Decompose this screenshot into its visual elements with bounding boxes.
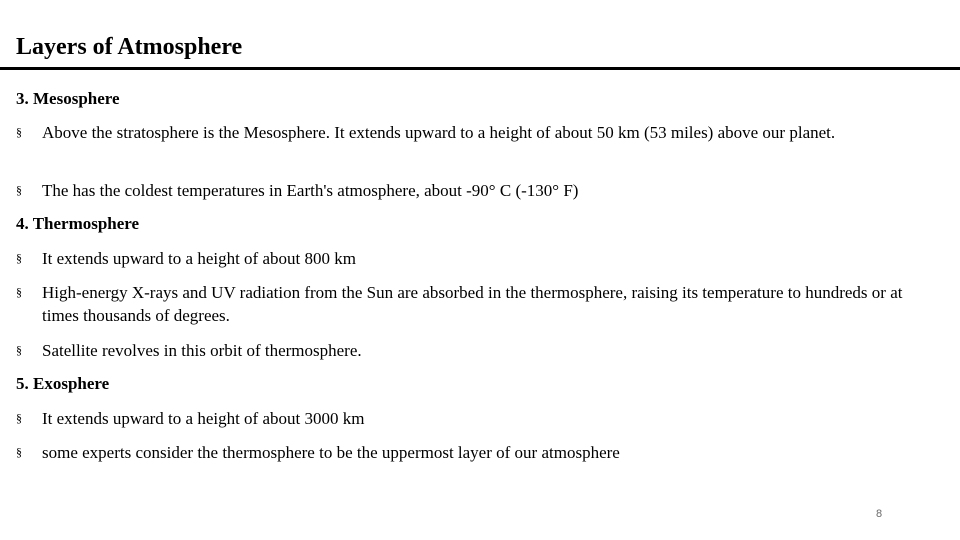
- bullet-marker-icon: §: [16, 285, 22, 299]
- list-item: [16, 247, 926, 270]
- section-heading-exosphere: 5. Exosphere: [16, 374, 110, 393]
- section-heading-mesosphere: 3. Mesosphere: [16, 89, 120, 108]
- bullet-text: The has the coldest temperatures in Earth's atmosphere, about -90° C (-130° F): [42, 181, 579, 200]
- bullet-marker-icon: §: [16, 411, 22, 425]
- bullet-marker-icon: §: [16, 125, 22, 139]
- list-item: [16, 179, 926, 202]
- list-item: [16, 407, 926, 430]
- list-item: [16, 339, 926, 362]
- slide-title: Layers of Atmosphere: [16, 34, 243, 60]
- bullet-text: It extends upward to a height of about 800 km: [42, 249, 356, 268]
- title-divider: [0, 67, 960, 70]
- bullet-text: Above the stratosphere is the Mesosphere. It extends upward to a height of about 50 km (53 miles) above our planet.: [42, 123, 836, 142]
- bullet-marker-icon: §: [16, 343, 22, 357]
- bullet-marker-icon: §: [16, 183, 22, 197]
- bullet-text: some experts consider the thermosphere to be the uppermost layer of our atmosphere: [42, 443, 620, 462]
- section-heading-thermosphere: 4. Thermosphere: [16, 214, 140, 233]
- list-item: [16, 121, 926, 144]
- bullet-marker-icon: §: [16, 251, 22, 265]
- bullet-marker-icon: §: [16, 445, 22, 459]
- page-number: 8: [876, 508, 883, 520]
- list-item: [16, 441, 926, 464]
- list-item: [16, 281, 926, 327]
- bullet-text: High-energy X-rays and UV radiation from the Sun are absorbed in the thermosphere, raising its temperature to hundreds or at times thousands of degrees.: [42, 283, 903, 325]
- bullet-text: It extends upward to a height of about 3000 km: [42, 409, 365, 428]
- bullet-text: Satellite revolves in this orbit of thermosphere.: [42, 341, 362, 360]
